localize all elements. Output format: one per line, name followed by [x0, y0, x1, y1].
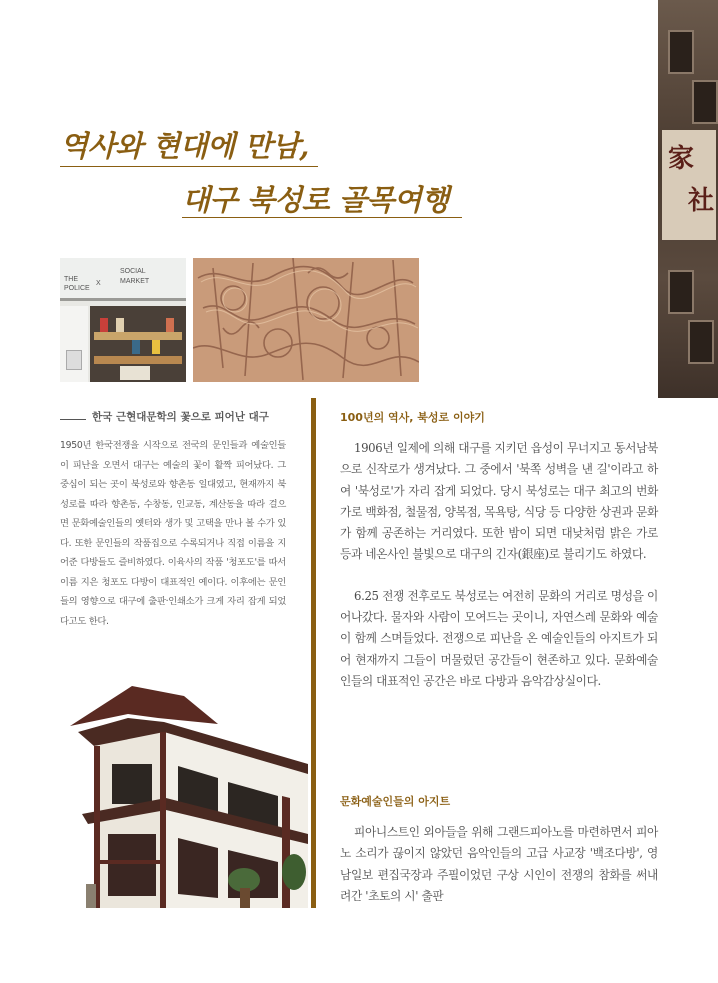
- title-underline-1: [60, 166, 318, 167]
- column-divider: [311, 398, 316, 908]
- section-heading-hideout: 문화예술인들의 아지트: [340, 795, 451, 808]
- shop-sign-text: SOCIAL: [120, 268, 146, 275]
- title-underline-2: [182, 217, 462, 218]
- title-line-2: 대구 북성로 골목여행: [182, 183, 449, 217]
- section-body-history: [340, 438, 658, 692]
- shop-sign-text: MARKET: [120, 278, 150, 285]
- historic-building-photo: [68, 684, 316, 908]
- title-line-1: 역사와 현대에 만남,: [60, 129, 309, 163]
- relief-pattern: [193, 258, 419, 382]
- shop-sign-text: POLICE: [64, 285, 90, 292]
- heading-rule: [60, 419, 86, 420]
- paragraph: 1906년 일제에 의해 대구를 지키던 읍성이 무너지고 동서남북으로 신작로가 생겨났다. 그 중에서 '북쪽 성벽을 낸 길'이라고 하여 '북성로'가 자리 잡게 되었다. 당시 북성로는 대구 최고의 번화가로 백화점, 철물점, 양복점, 목욕탕, 식당 등 다양한 상권과 문화가 함께 공존하는 거리였다. 또한 밤이 되면 대낮처럼 밝은 가로등과 네온사인 불빛으로 대구의 긴자(銀座)로 불리기도 하였다.: [340, 441, 658, 562]
- paragraph: 6.25 전쟁 전후로도 북성로는 여전히 문화의 거리로 명성을 이어나갔다. 물자와 사람이 모여드는 곳이니, 자연스레 문화와 예술이 함께 스며들었다. 전쟁으로 피난을 온 예술인들의 아지트가 되어 현재까지 그들이 머물렀던 공간들이 현존하고 있다. 문화예술인들의 대표적인 공간은 바로 다방과 음악감상실이다.: [340, 588, 658, 688]
- shop-sign-text: X: [96, 280, 101, 287]
- storefront-photo: [60, 258, 186, 382]
- section-heading-history: 100년의 역사, 북성로 이야기: [340, 411, 485, 424]
- left-section-body: 1950년 한국전쟁을 시작으로 전국의 문인들과 예술인들이 피난을 오면서 대구는 예술의 꽃이 활짝 피어났다. 그 중심이 되는 곳이 북성로와 향촌동 일대였고, 현재까지 북성로를 따라 향촌동, 수창동, 인교동, 계산동을 따라 걸으면 문화예술인들의 옛터와 생가 및 고택을 만나 볼 수가 있다. 또한 문인들의 작품집으로 수록되거나 직접 이름을 지어준 다방들도 즐비하였다. 이육사의 작품 '청포도'를 따서 이름 지은 청포도 다방이 대표적인 예이다. 이후에는 문인들의 영향으로 대구에 출판·인쇄소가 크게 자리 잡게 되었다고도 한다.: [60, 440, 286, 627]
- shop-sign-text: THE: [64, 276, 78, 283]
- section-body-hideout: [340, 822, 658, 907]
- relief-artwork-photo: [193, 258, 419, 382]
- paragraph: 피아니스트인 외아들을 위해 그랜드피아노를 마련하면서 피아노 소리가 끊이지 않았던 음악인들의 고급 사교장 '백조다방', 영남일보 편집국장과 주필이었던 구상 시인이 전쟁의 참화를 써내려간 '초토의 시' 출판: [340, 825, 658, 903]
- historic-street-photo: 家 社: [658, 0, 718, 398]
- left-section-heading: 한국 근현대문학의 꽃으로 피어난 대구: [92, 411, 269, 423]
